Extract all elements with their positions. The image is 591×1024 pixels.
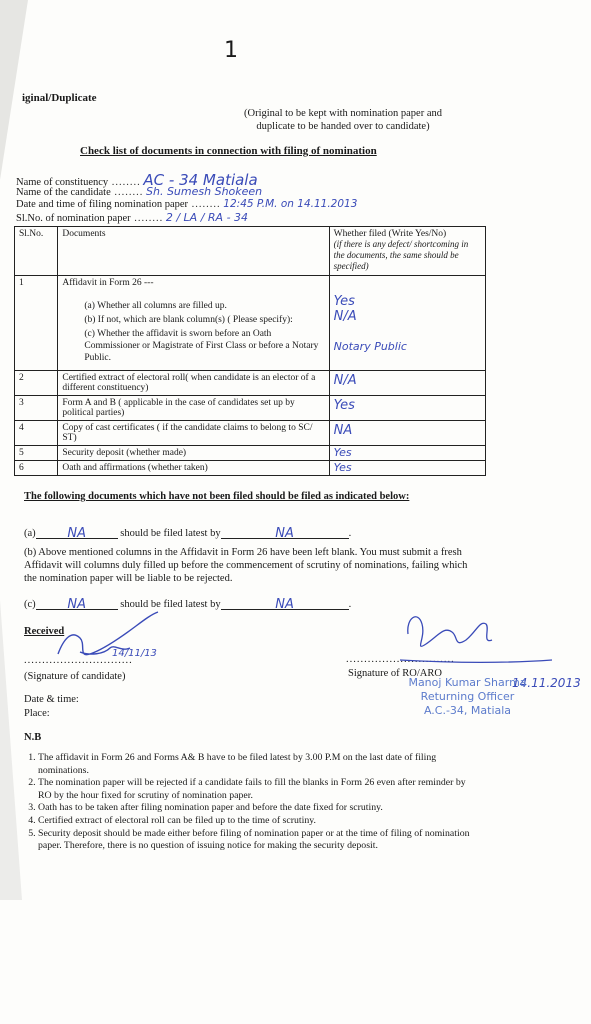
serial-number-value: 2 / LA / RA - 34 bbox=[165, 211, 249, 224]
table-header-row bbox=[15, 227, 486, 276]
nb-heading: N.B bbox=[24, 732, 42, 743]
page-edge-shadow-lower bbox=[0, 600, 22, 900]
item-c: (c) NA should be filed latest by NA . bbox=[24, 597, 352, 612]
field-candidate: Name of the candidate ........ Sh. Sumesh Shokeen bbox=[16, 185, 263, 198]
nb-item: 3. Oath has to be taken after filing nomination paper and before the date fixed for scrutiny. bbox=[38, 802, 480, 815]
nb-list bbox=[20, 752, 480, 853]
item-b: (b) Above mentioned columns in the Affidavit in Form 26 have been left blank. You must submit a fresh Affidavit will columns duly filled up before the commencement of scrutiny of nominations, failing which the nomination paper will be liable to be rejected. bbox=[24, 547, 468, 584]
constituency-value: AC - 34 Matiala bbox=[143, 171, 258, 189]
field-filing-date: Date and time of filing nomination paper ........ 12:45 P.M. on 14.11.2013 bbox=[16, 198, 358, 210]
header-documents: Documents bbox=[58, 227, 329, 276]
place-label: Place: bbox=[24, 708, 50, 719]
ro-signature-label: Signature of RO/ARO bbox=[348, 668, 442, 679]
date-time-label: Date & time: bbox=[24, 694, 79, 705]
field-constituency: Name of constituency ........ AC - 34 Matiala bbox=[16, 171, 258, 189]
ro-signature-icon bbox=[396, 604, 556, 674]
header-slno: Sl.No. bbox=[15, 227, 58, 276]
page-number: 1 bbox=[224, 38, 238, 63]
table-row: 3 Form A and B ( applicable in the case of candidates set up by political parties) Yes bbox=[15, 396, 486, 421]
following-heading: The following documents which have not been filed should be filed as indicated below: bbox=[24, 491, 410, 502]
original-duplicate-label: iginal/Duplicate bbox=[22, 92, 97, 104]
ro-signature-date: 14.11.2013 bbox=[512, 676, 581, 690]
signature-dots: .............................. bbox=[24, 655, 133, 666]
nb-item: 4. Certified extract of electoral roll can be filed up to the time of scrutiny. bbox=[38, 815, 480, 828]
received-label: Received bbox=[24, 626, 65, 637]
item-a: (a) NA should be filed latest by NA . bbox=[24, 526, 352, 541]
page-edge-shadow bbox=[0, 0, 28, 180]
table-row: 1 Affidavit in Form 26 --- (a) Whether all columns are filled up. (b) If not, which are blank column(s) ( Please specify): (c) Whether the affidavit is sworn before an Oath Commissioner or Magistrate of First Class or before a Notary Public. Yes N/A Notary Public bbox=[15, 276, 486, 371]
table-row: 5 Security deposit (whether made) Yes bbox=[15, 446, 486, 461]
ro-signature-dots: .............................. bbox=[346, 654, 455, 665]
filing-date-value: 12:45 P.M. on 14.11.2013 bbox=[223, 198, 358, 210]
header-filed: Whether filed (Write Yes/No) (if there is any defect/ shortcoming in the documents, the same should be specified) bbox=[329, 227, 485, 276]
table-row: 4 Copy of cast certificates ( if the candidate claims to belong to SC/ ST) NA bbox=[15, 421, 486, 446]
document-checklist-table bbox=[14, 226, 486, 476]
nb-item: 2. The nomination paper will be rejected if a candidate fails to fill the blanks in Form 26 even after reminder by RO by the hour fixed for scrutiny of nomination paper. bbox=[38, 777, 480, 802]
page-title: Check list of documents in connection with filing of nomination bbox=[80, 145, 377, 157]
candidate-value: Sh. Sumesh Shokeen bbox=[146, 185, 263, 198]
field-serial-number: Sl.No. of nomination paper ........ 2 / LA / RA - 34 bbox=[16, 211, 249, 224]
table-row: 6 Oath and affirmations (whether taken) Yes bbox=[15, 461, 486, 476]
nb-item: 1. The affidavit in Form 26 and Forms A& B have to be filed latest by 3.00 P.M on the last date of filing nominations. bbox=[38, 752, 480, 777]
candidate-signature-date: 14/11/13 bbox=[112, 648, 157, 659]
returning-officer-stamp: Manoj Kumar Sharma Returning Officer A.C.-34, Matiala bbox=[408, 676, 527, 717]
candidate-signature-label: (Signature of candidate) bbox=[24, 671, 126, 682]
table-row: 2 Certified extract of electoral roll( when candidate is an elector of a different constituency) N/A bbox=[15, 371, 486, 396]
copy-note: (Original to be kept with nomination paper and duplicate to be handed over to candidate) bbox=[244, 108, 442, 132]
nb-item: 5. Security deposit should be made either before filing of nomination paper or at the time of filing of nomination paper. Therefore, there is no question of issuing notice for making the security deposit. bbox=[38, 828, 480, 853]
